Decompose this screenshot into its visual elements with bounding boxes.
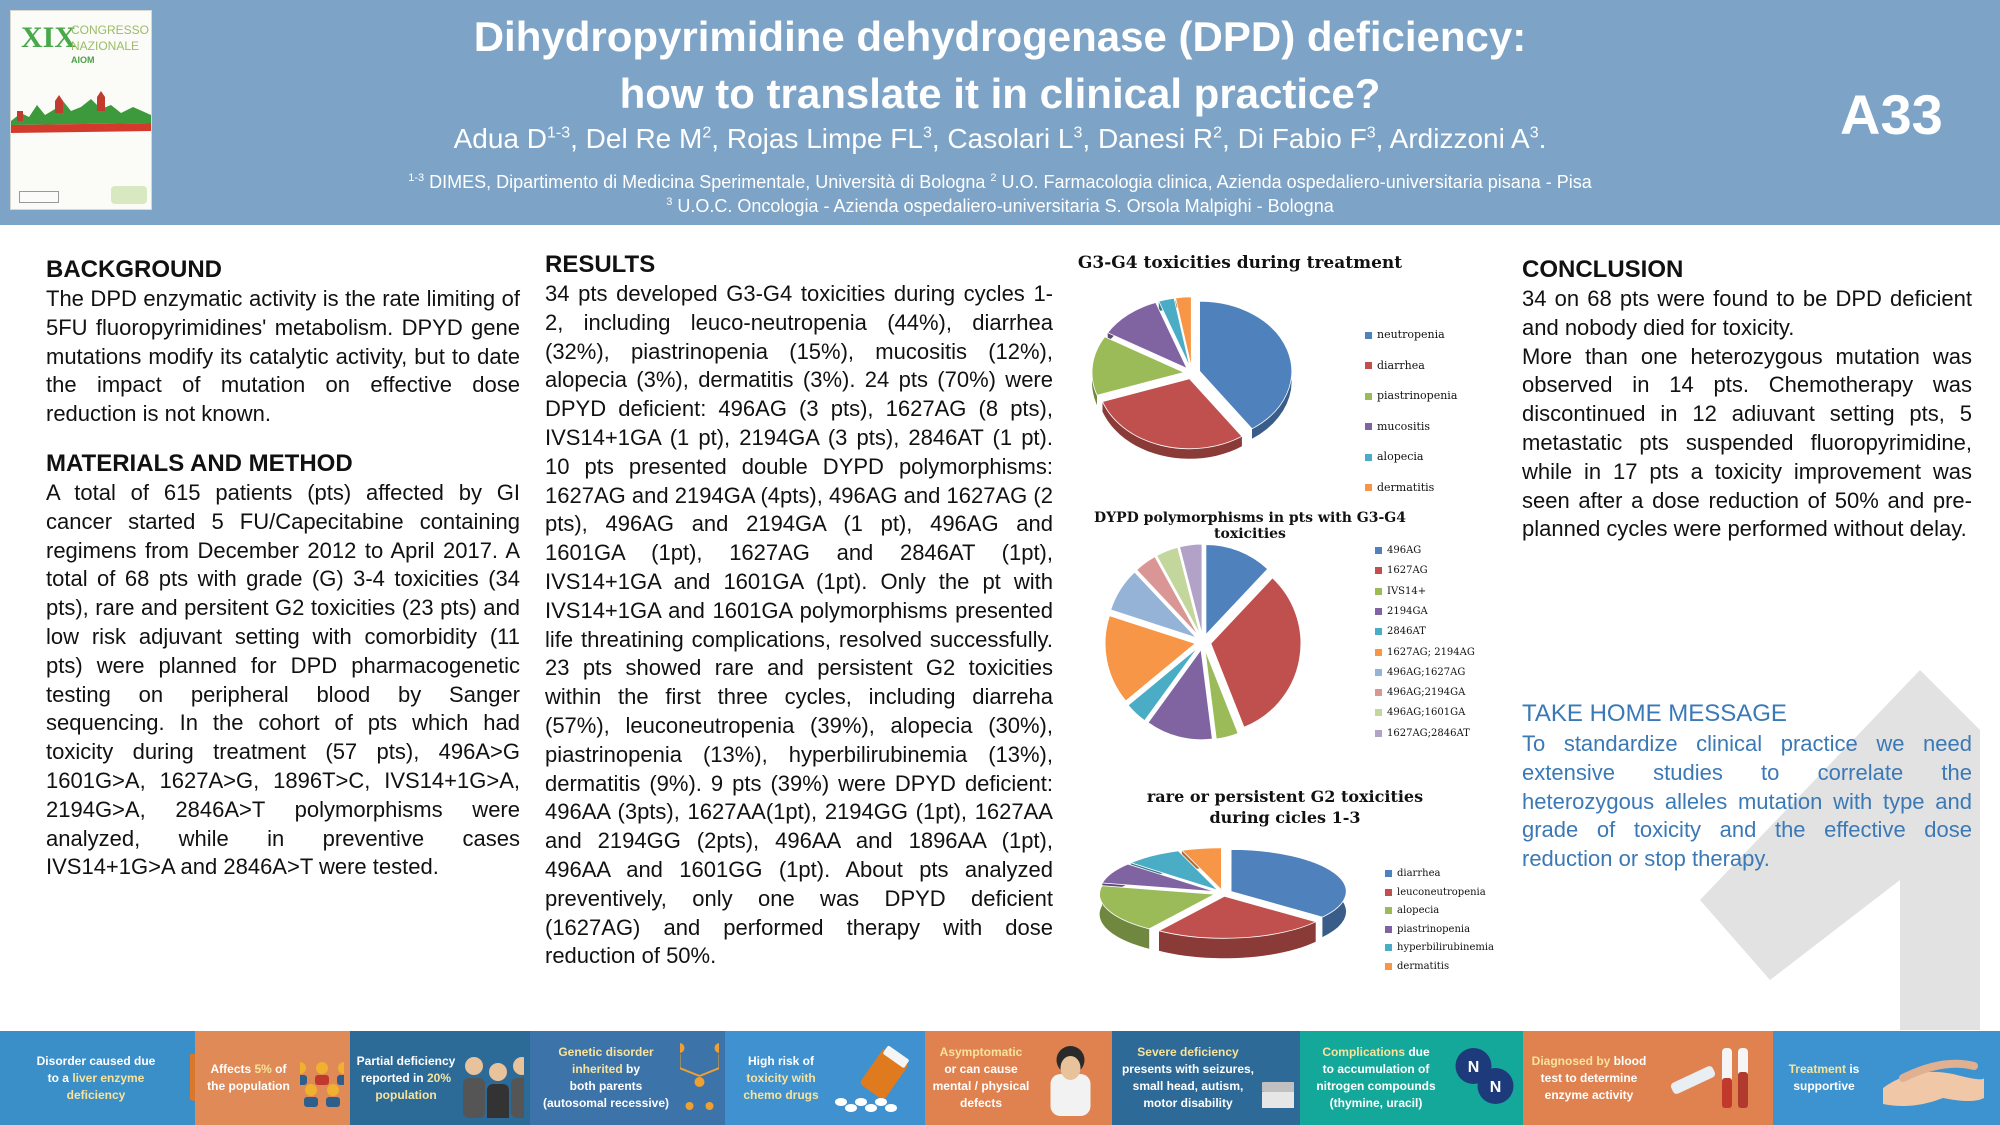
logo-line-1: CONGRESSO bbox=[71, 23, 150, 37]
author-separator: . bbox=[1538, 123, 1547, 154]
footer-panel bbox=[1523, 1031, 1773, 1125]
footer-text-part: enzyme activity bbox=[1544, 1088, 1634, 1102]
legend-label: 496AG;1601GA bbox=[1387, 707, 1466, 719]
legend-label: 1627AG;2846AT bbox=[1387, 727, 1470, 739]
legend-label: diarrhea bbox=[1397, 868, 1441, 879]
affiliation-line-2 bbox=[300, 196, 1700, 217]
footer-text-part: the population bbox=[207, 1079, 290, 1093]
footer-text-part: (autosomal recessive) bbox=[542, 1096, 670, 1110]
legend-g3g4 bbox=[1365, 328, 1515, 498]
footer-text-part: inherited bbox=[571, 1062, 623, 1076]
footer-panel-text bbox=[356, 1053, 456, 1104]
footer-panel bbox=[0, 1031, 195, 1125]
methods-heading: MATERIALS AND METHOD bbox=[46, 449, 353, 477]
legend-item bbox=[1375, 606, 1428, 617]
footer-panel-text bbox=[1779, 1061, 1869, 1095]
distressed-person-icon bbox=[1035, 1038, 1106, 1118]
author-name: Di Fabio F bbox=[1237, 123, 1367, 154]
author-affiliation-sup: 3 bbox=[922, 124, 932, 142]
author-separator: , bbox=[1375, 123, 1390, 154]
pie-chart-polymorphisms bbox=[1095, 538, 1310, 748]
footer-panel-text bbox=[1118, 1044, 1258, 1112]
info-footer-strip bbox=[0, 1031, 2000, 1125]
logo-numeral: XIX bbox=[21, 21, 77, 54]
legend-item bbox=[1365, 328, 1445, 341]
footer-text-part: Asymptomatic bbox=[939, 1045, 1023, 1059]
take-home-text: To standardize clinical practice we need extensive studies to correlate the heterozygous alleles mutation with type and grade of toxicity and the effective dose reduction or stop therapy. bbox=[1522, 731, 1972, 872]
legend-label: 496AG;1627AG bbox=[1387, 666, 1466, 678]
affiliation-text: U.O.C. Oncologia - Azienda ospedaliero-universitaria S. Orsola Malpighi - Bologna bbox=[672, 196, 1334, 216]
logo-line-2: NAZIONALE bbox=[71, 39, 140, 53]
background-text: The DPD enzymatic activity is the rate limiting of 5FU fluoropyrimidines' metabolism. DPYD gene mutations modify its catalytic activity, but to date the impact of mutation on effective dose reduction is not known. bbox=[46, 286, 520, 427]
footer-panel bbox=[350, 1031, 530, 1125]
logo-sponsor-mark bbox=[19, 191, 59, 203]
abstract-code: A33 bbox=[1840, 83, 1943, 146]
legend-swatch bbox=[1365, 362, 1372, 369]
legend-label: mucositis bbox=[1377, 419, 1431, 433]
footer-text-part: test to determine bbox=[1540, 1071, 1638, 1085]
conclusion-text-2: More than one heterozygous mutation was observed in 14 pts. Chemotherapy was discontinued in 12 adiuvant setting pts, 5 metastatic pts suspended fluoropyrimidine, while in 17 pts a toxicity improvement was seen after a dose reduction of 50% and pre-planned cycles were performed without delay. bbox=[1522, 343, 1972, 542]
affiliation-line-1 bbox=[300, 172, 1700, 193]
author-name: Danesi R bbox=[1097, 123, 1214, 154]
title-line-2: how to translate it in clinical practice? bbox=[619, 70, 1381, 117]
footer-text-part: small head, autism, bbox=[1132, 1079, 1244, 1093]
footer-text-part: blood bbox=[1610, 1054, 1647, 1068]
legend-item bbox=[1365, 389, 1457, 402]
footer-text-part: toxicity with bbox=[746, 1071, 816, 1085]
blood-test-icon bbox=[1653, 1038, 1767, 1118]
affiliation-sup: 3 bbox=[666, 196, 673, 208]
family-tree-icon bbox=[680, 1038, 719, 1118]
chart-title-g2: rare or persistent G2 toxicities during cicles 1-3 bbox=[1146, 787, 1424, 827]
author-list bbox=[300, 123, 1700, 155]
footer-text-part: chemo drugs bbox=[743, 1088, 819, 1102]
footer-text-part: by bbox=[622, 1062, 640, 1076]
legend-swatch bbox=[1365, 454, 1372, 461]
footer-panel bbox=[925, 1031, 1112, 1125]
author-separator: , bbox=[570, 123, 586, 154]
footer-text-part: Partial deficiency bbox=[356, 1054, 456, 1068]
seizure-patient-icon bbox=[1262, 1038, 1294, 1118]
legend-swatch bbox=[1385, 963, 1392, 970]
footer-panel bbox=[1300, 1031, 1523, 1125]
author-separator: , bbox=[1222, 123, 1238, 154]
legend-label: piastrinopenia bbox=[1377, 389, 1458, 402]
legend-swatch bbox=[1385, 870, 1392, 877]
poster-header bbox=[0, 0, 2000, 225]
legend-swatch bbox=[1375, 608, 1382, 615]
footer-text-part: or can cause bbox=[944, 1062, 1018, 1076]
footer-panel-text bbox=[6, 1053, 186, 1104]
chart-title-g3g4: G3-G4 toxicities during treatment bbox=[1077, 253, 1403, 273]
legend-label: dermatitis bbox=[1397, 960, 1450, 972]
legend-swatch bbox=[1365, 393, 1372, 400]
legend-item bbox=[1375, 707, 1465, 718]
footer-panel bbox=[530, 1031, 725, 1125]
footer-text-part: of bbox=[271, 1062, 287, 1076]
legend-label: 2194GA bbox=[1387, 605, 1428, 617]
legend-item bbox=[1365, 420, 1430, 433]
footer-text-part: liver enzyme bbox=[72, 1071, 145, 1085]
legend-item bbox=[1375, 667, 1465, 678]
background-heading: BACKGROUND bbox=[46, 256, 222, 283]
footer-text-part: Treatment bbox=[1788, 1062, 1846, 1076]
footer-text-part: defects bbox=[959, 1096, 1003, 1110]
logo-aiom-mark bbox=[111, 186, 147, 204]
footer-text-part: 20% bbox=[426, 1071, 452, 1085]
author-affiliation-sup: 2 bbox=[1213, 124, 1223, 142]
footer-text-part: population bbox=[375, 1088, 437, 1102]
conclusion-text-1: 34 on 68 pts were found to be DPD deficient and nobody died for toxicity. bbox=[1522, 286, 1972, 340]
legend-label: hyperbilirubinemia bbox=[1397, 942, 1495, 953]
footer-panel-text bbox=[931, 1044, 1031, 1112]
legend-swatch bbox=[1385, 889, 1392, 896]
legend-item bbox=[1385, 905, 1439, 916]
title-line-1: Dihydropyrimidine dehydrogenase (DPD) deficiency: bbox=[473, 13, 1527, 60]
legend-polymorphisms bbox=[1375, 545, 1525, 745]
author-name: Del Re M bbox=[585, 123, 703, 154]
affiliation-text: U.O. Farmacologia clinica, Azienda ospedaliero-universitaria pisana - Pisa bbox=[996, 172, 1592, 192]
nitrogen-symbol: N bbox=[1489, 1079, 1502, 1096]
legend-swatch bbox=[1385, 907, 1392, 914]
footer-text-part: supportive bbox=[1793, 1079, 1855, 1093]
legend-item bbox=[1375, 687, 1465, 698]
crowd-icon bbox=[460, 1038, 524, 1118]
results-text: 34 pts developed G3-G4 toxicities during cycles 1-2, including leuco-neutropenia (44%), diarrhea (32%), piastrinopenia (15%), mucositis (12%), alopecia (3%), dermatitis (3%). 24 pts (70%) were DPYD deficient: 496AG (3 pts), 1627AG (8 pts), IVS14+1GA (1 pt), 2194GA (3 pts), 2846AT (1 pt). 10 pts presented double DYPD polymorphisms: 1627AG and 2194GA (4pts), 496AG and 1627AG (2 pts), 496AG and 2194GA (1 pt), 496AG and 1601GA (1pt), 1627AG and 2846AT (1pt), IVS14+1GA and 1601GA (1pt). Only the pt with IVS14+1GA and 1601GA polymorphisms presented life threatining complications, resolved successfully. 23 pts showed rare and persistent G2 toxicities within the first three cycles, including diarreha (57%), leuconeutropenia (39%), alopecia (30%), piastrinopenia (13%), hyperbilirubinemia (13%), dermatitis (9%). 9 pts (39%) were DPYD deficient: 496AA (3pts), 1627AA(1pt), 2194GG (1pt), 1627AA and 2194GG (2pts), 496AA and 1896AA (1pt), 496AA and 1601GG (1pt). About pts analyzed preventively, only one was DPYD deficient (1627AG) and performed therapy with dose reduction of 50%. bbox=[545, 281, 1053, 969]
legend-g2 bbox=[1385, 868, 1535, 978]
legend-label: 1627AG bbox=[1387, 565, 1428, 577]
legend-item bbox=[1385, 924, 1470, 935]
footer-panel bbox=[1112, 1031, 1300, 1125]
footer-text-part: nitrogen compounds bbox=[1316, 1079, 1436, 1093]
footer-text-part: Disorder caused due bbox=[36, 1054, 156, 1068]
logo-skyline-art bbox=[11, 91, 151, 141]
footer-text-part: deficiency bbox=[66, 1088, 126, 1102]
footer-text-part: (thymine, uracil) bbox=[1329, 1096, 1423, 1110]
author-separator: , bbox=[931, 123, 948, 154]
legend-swatch bbox=[1375, 628, 1382, 635]
footer-panel bbox=[725, 1031, 925, 1125]
legend-item bbox=[1375, 565, 1428, 576]
legend-swatch bbox=[1375, 649, 1382, 656]
legend-item bbox=[1385, 942, 1494, 953]
legend-label: 1627AG; 2194AG bbox=[1387, 646, 1475, 658]
legend-item bbox=[1385, 868, 1440, 879]
author-separator: , bbox=[711, 123, 727, 154]
author-name: Ardizzoni A bbox=[1389, 123, 1530, 154]
people-group-icon bbox=[300, 1038, 344, 1118]
nitrogen-molecule-icon bbox=[1450, 1038, 1517, 1118]
conclusion-column bbox=[1522, 255, 1972, 544]
legend-label: 496AG;2194GA bbox=[1387, 687, 1466, 699]
legend-item bbox=[1385, 887, 1486, 898]
legend-item bbox=[1375, 586, 1426, 597]
footer-text-part: Genetic disorder bbox=[558, 1045, 654, 1059]
legend-swatch bbox=[1375, 588, 1382, 595]
author-separator: , bbox=[1082, 123, 1098, 154]
legend-item bbox=[1375, 647, 1475, 658]
pie-chart-g3g4 bbox=[1080, 285, 1300, 475]
footer-text-part: reported in bbox=[360, 1071, 427, 1085]
footer-text-part: Affects bbox=[210, 1062, 255, 1076]
legend-label: IVS14+ bbox=[1387, 585, 1427, 597]
footer-panel-text bbox=[1306, 1044, 1446, 1112]
affiliation-sup: 2 bbox=[990, 172, 997, 184]
results-column bbox=[545, 250, 1053, 971]
legend-label: 2846AT bbox=[1387, 626, 1426, 638]
legend-label: neutropenia bbox=[1377, 328, 1445, 341]
footer-panel bbox=[1773, 1031, 2000, 1125]
legend-swatch bbox=[1375, 567, 1382, 574]
results-heading: RESULTS bbox=[545, 251, 656, 278]
footer-text-part: mental / physical bbox=[932, 1079, 1030, 1093]
nitrogen-symbol: N bbox=[1467, 1059, 1480, 1076]
affiliation-text: DIMES, Dipartimento di Medicina Sperimentale, Università di Bologna bbox=[424, 172, 991, 192]
legend-label: 496AG bbox=[1387, 545, 1422, 556]
pie-chart-g2 bbox=[1095, 838, 1355, 973]
poster-title bbox=[300, 8, 1700, 122]
conclusion-heading: CONCLUSION bbox=[1522, 256, 1684, 283]
legend-label: piastrinopenia bbox=[1397, 923, 1471, 935]
footer-text-part: due bbox=[1405, 1045, 1430, 1059]
author-name: Casolari L bbox=[947, 123, 1074, 154]
legend-item bbox=[1385, 961, 1449, 972]
footer-panel-text bbox=[1529, 1053, 1649, 1104]
legend-label: diarrhea bbox=[1377, 358, 1425, 372]
footer-text-part: presents with seizures, bbox=[1121, 1062, 1255, 1076]
logo-line-3: AIOM bbox=[71, 55, 95, 65]
footer-text-part: Diagnosed by bbox=[1531, 1054, 1611, 1068]
legend-swatch bbox=[1365, 423, 1372, 430]
footer-text-part: motor disability bbox=[1143, 1096, 1233, 1110]
footer-panel-text bbox=[201, 1061, 296, 1095]
author-affiliation-sup: 3 bbox=[1073, 124, 1083, 142]
footer-text-part: to accumulation of bbox=[1322, 1062, 1430, 1076]
footer-text-part: 5% bbox=[254, 1062, 272, 1076]
footer-panel bbox=[195, 1031, 350, 1125]
legend-swatch bbox=[1365, 332, 1372, 339]
footer-panel-text bbox=[731, 1053, 831, 1104]
legend-label: dermatitis bbox=[1377, 480, 1435, 494]
footer-text-part: to a bbox=[47, 1071, 73, 1085]
author-name: Adua D bbox=[453, 123, 547, 154]
legend-swatch bbox=[1365, 484, 1372, 491]
legend-item bbox=[1375, 626, 1426, 637]
footer-text-part: High risk of bbox=[747, 1054, 814, 1068]
legend-label: leuconeutropenia bbox=[1397, 886, 1486, 898]
congress-logo bbox=[10, 10, 152, 210]
methods-text: A total of 615 patients (pts) affected by GI cancer started 5 FU/Capecitabine containing regimens from December 2012 to April 2017. A total of 68 pts with grade (G) 3-4 toxicities (34 pts), rare and persitent G2 toxicities (23 pts) and low risk adjuvant setting with comorbidity (11 pts) were planned for DPD pharmacogenetic testing on peripheral blood by Sanger sequencing. In the cohort of pts which had toxicity during treatment (57 pts), 496A>G 1601G>A, 1627A>G, 1896T>C, IVS14+1G>A, 2194G>A, 2846A>T polymorphisms were analyzed, while in preventive cases IVS14+1G>A and 2846A>T were tested. bbox=[46, 479, 520, 880]
legend-swatch bbox=[1385, 944, 1392, 951]
legend-swatch bbox=[1375, 730, 1382, 737]
pills-icon bbox=[835, 1038, 919, 1118]
legend-item bbox=[1365, 481, 1434, 494]
legend-swatch bbox=[1385, 926, 1392, 933]
legend-label: alopecia bbox=[1397, 905, 1440, 916]
legend-item bbox=[1365, 450, 1424, 463]
caring-hands-icon bbox=[1873, 1038, 1994, 1118]
legend-item bbox=[1365, 359, 1425, 372]
affiliation-sup: 1-3 bbox=[408, 172, 425, 184]
footer-text-part: both parents bbox=[569, 1079, 643, 1093]
author-affiliation-sup: 3 bbox=[1366, 124, 1376, 142]
legend-item bbox=[1375, 545, 1421, 556]
footer-panel-text bbox=[536, 1044, 676, 1112]
footer-text-part: Severe deficiency bbox=[1137, 1045, 1239, 1059]
legend-swatch bbox=[1375, 669, 1382, 676]
chart-title-polymorphisms: DYPD polymorphisms in pts with G3-G4 toxicities bbox=[1094, 510, 1406, 542]
left-column bbox=[46, 255, 520, 882]
legend-label: alopecia bbox=[1377, 450, 1424, 463]
legend-swatch bbox=[1375, 689, 1382, 696]
legend-swatch bbox=[1375, 709, 1382, 716]
author-affiliation-sup: 3 bbox=[1529, 124, 1539, 142]
author-name: Rojas Limpe FL bbox=[726, 123, 923, 154]
author-affiliation-sup: 2 bbox=[702, 124, 712, 142]
author-affiliation-sup: 1-3 bbox=[546, 124, 571, 142]
footer-text-part: Complications bbox=[1322, 1045, 1405, 1059]
take-home-heading: TAKE HOME MESSAGE bbox=[1522, 700, 1787, 727]
legend-item bbox=[1375, 728, 1470, 739]
footer-text-part: is bbox=[1846, 1062, 1860, 1076]
legend-swatch bbox=[1375, 547, 1382, 554]
